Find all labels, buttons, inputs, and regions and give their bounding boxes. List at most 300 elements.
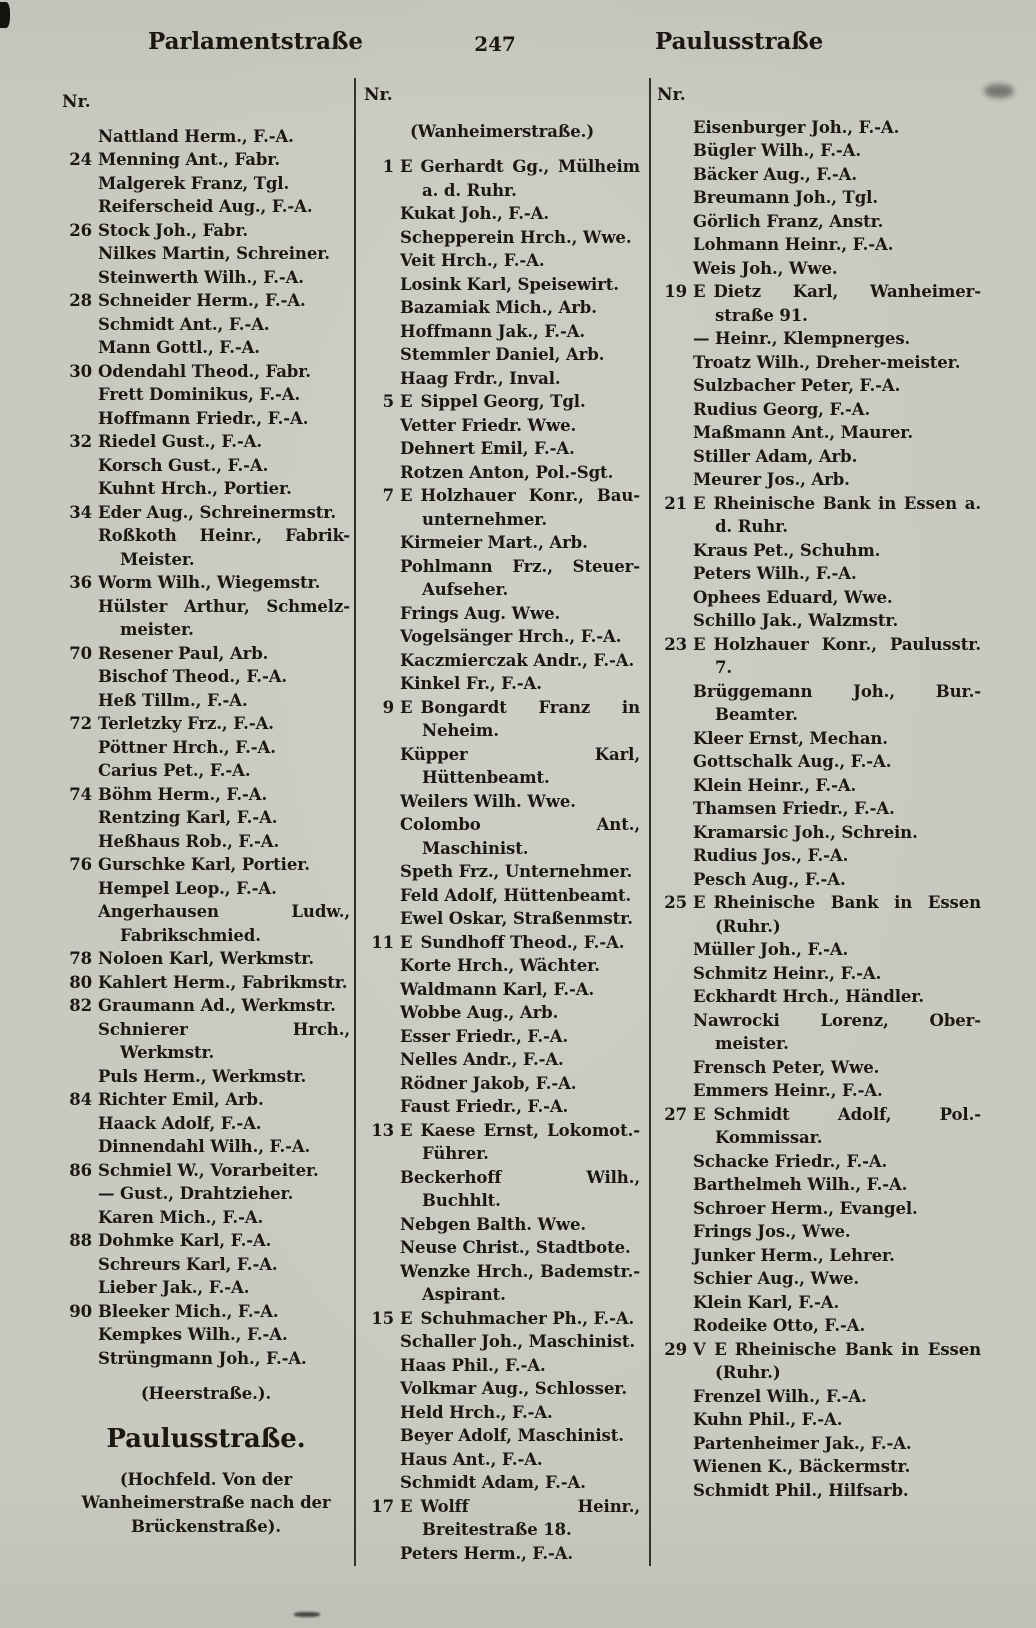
directory-entry [657,1197,981,1221]
directory-entry [364,1424,640,1448]
resident-text: Schnierer Hrch., Werkmstr. [98,1019,350,1062]
directory-entry [657,821,981,845]
directory-entry [62,1347,350,1371]
column-2 [364,84,640,1565]
house-number: 84 [69,1090,92,1109]
resident-text: Reiferscheid Aug., F.-A. [98,197,313,216]
resident-text: Resener Paul, Arb. [98,643,269,663]
resident-text: Angerhausen Ludw., Fabrikschmied. [98,902,350,945]
resident-text: Kleer Ernst, Mechan. [693,728,888,748]
directory-entry [62,1159,350,1183]
resident-text: Kinkel Fr., F.-A. [400,674,542,693]
directory-entry [62,759,350,783]
house-number: 27 [664,1104,687,1124]
house-number: 17 [371,1496,394,1516]
house-number: 24 [69,150,92,169]
directory-entry [657,445,981,469]
directory-entry [62,1206,350,1230]
resident-text: Hülster Arthur, Schmelz-meister. [98,596,350,639]
resident-text: — Gust., Drahtzieher. [98,1184,294,1203]
resident-text: Neuse Christ., Stadtbote. [400,1238,631,1257]
resident-text: Schepperein Hrch., Wwe. [400,227,632,247]
resident-text: Carius Pet., F.-A. [98,761,251,780]
resident-text: Richter Emil, Arb. [98,1090,264,1109]
resident-text: Mann Gottl., F.-A. [98,338,260,357]
directory-entry [62,313,350,337]
resident-text: Karen Mich., F.-A. [98,1207,264,1227]
directory-entry [62,947,350,971]
resident-text: Troatz Wilh., Dreher-meister. [693,352,961,372]
cross-street-note: (Wanheimerstraße.) [409,121,595,141]
column-divider-right [649,78,651,1566]
resident-text: Meurer Jos., Arb. [693,470,850,489]
resident-text: Weis Joh., Wwe. [693,258,838,278]
resident-text: Breumann Joh., Tgl. [693,188,878,207]
house-number: 80 [69,972,92,992]
directory-entry [657,1314,981,1338]
resident-text: Thamsen Friedr., F.-A. [693,799,895,818]
resident-text: Gurschke Karl, Portier. [98,855,310,874]
directory-entry [62,407,350,431]
resident-text: Nebgen Balth. Wwe. [400,1214,587,1234]
resident-text: Kempkes Wilh., F.-A. [98,1325,288,1344]
resident-text: Riedel Gust., F.-A. [98,432,263,451]
directory-entry [62,1253,350,1277]
directory-entry [62,125,350,149]
directory-entry [657,139,981,163]
directory-entry [657,1009,981,1056]
resident-text: Wolff Heinr., Breitestraße 18. [420,1496,640,1539]
resident-text: Stock Joh., Fabr. [98,220,249,240]
house-number: 11 [371,932,394,952]
directory-entry [364,696,640,743]
resident-text: Haag Frdr., Inval. [400,368,561,388]
column-1 [62,84,350,1538]
page-number: 247 [474,32,516,56]
resident-text: Rotzen Anton, Pol.-Sgt. [400,462,614,482]
directory-entry [657,750,981,774]
directory-entry [657,680,981,727]
house-number: 19 [664,282,687,301]
owner-mark: E [693,893,706,912]
directory-entry [657,280,981,327]
directory-entry [657,727,981,751]
directory-entry [62,430,350,454]
directory-entry [364,625,640,649]
resident-text: Holzhauer Konr., Paulusstr. 7. [713,634,981,677]
directory-entry [364,602,640,626]
resident-text: Rheinische Bank in Essen (Ruhr.) [713,893,981,936]
resident-text: Barthelmeh Wilh., F.-A. [693,1175,908,1194]
resident-text: Bäcker Aug., F.-A. [693,164,858,184]
resident-text: Heßhaus Rob., F.-A. [98,831,280,851]
resident-text: Hoffmann Jak., F.-A. [400,321,586,341]
directory-entry [657,609,981,633]
directory-entry [364,555,640,602]
resident-text: Pöttner Hrch., F.-A. [98,737,276,757]
directory-entry [657,539,981,563]
resident-text: Gerhardt Gg., Mülheim a. d. Ruhr. [420,157,640,200]
resident-text: Haus Ant., F.-A. [400,1449,543,1469]
resident-text: Sulzbacher Peter, F.-A. [693,376,901,395]
directory-entry [364,672,640,696]
house-number: 21 [664,493,687,513]
directory-entry [364,249,640,273]
directory-entry [62,172,350,196]
resident-text: Schmidt Adolf, Pol.-Kommissar. [713,1104,981,1147]
resident-text: Bongardt Franz in Neheim. [420,697,640,740]
directory-entry [657,257,981,281]
owner-mark: E [400,157,413,176]
directory-entry [657,1479,981,1503]
cross-street-note: (Heerstraße.). [140,1384,272,1403]
directory-entry [657,938,981,962]
directory-entry [62,289,350,313]
resident-text: — Heinr., Klempnerges. [693,329,911,348]
directory-entry [364,860,640,884]
resident-text: Kukat Joh., F.-A. [400,204,549,223]
directory-entry [62,642,350,666]
directory-entry [364,1377,640,1401]
directory-entry [62,1135,350,1159]
resident-text: Colombo Ant., Maschinist. [400,815,640,858]
resident-text: Schillo Jak., Walzmstr. [693,611,899,630]
directory-entry [364,414,640,438]
resident-text: Rodeike Otto, F.-A. [693,1316,866,1335]
resident-text: Wenzke Hrch., Bademstr.-Aspirant. [400,1261,640,1304]
directory-entry [364,1213,640,1237]
resident-text: Veit Hrch., F.-A. [400,251,545,270]
directory-entry [364,155,640,202]
resident-text: Frensch Peter, Wwe. [693,1057,880,1077]
directory-entry [62,383,350,407]
directory-entry [364,390,640,414]
directory-entry [62,195,350,219]
directory-entry [364,907,640,931]
house-number: 29 [664,1339,687,1359]
directory-entry [657,374,981,398]
resident-text: Pesch Aug., F.-A. [693,869,846,889]
directory-entry [364,1330,640,1354]
resident-text: Schier Aug., Wwe. [693,1269,860,1288]
directory-entry [657,1267,981,1291]
directory-entry [657,186,981,210]
directory-entry [364,1166,640,1213]
directory-entry [62,689,350,713]
header-street-right: Paulusstraße [655,28,824,55]
resident-text: Schmiel W., Vorarbeiter. [98,1160,319,1180]
resident-text: Böhm Herm., F.-A. [98,784,268,804]
resident-text: Eisenburger Joh., F.-A. [693,117,900,137]
resident-text: Pohlmann Frz., Steuer-Aufseher. [400,556,640,599]
resident-text: Korte Hrch., Wächter. [400,956,600,975]
resident-text: Weilers Wilh. Wwe. [400,791,576,811]
owner-mark: E [400,1308,413,1328]
directory-entry [364,743,640,790]
resident-text: Frings Aug. Wwe. [400,603,561,623]
directory-entry [62,1300,350,1324]
resident-text: Stiller Adam, Arb. [693,446,858,466]
street-description: (Hochfeld. Von der Wanheimerstraße nach der Brückenstraße). [81,1469,331,1536]
directory-entry [62,1182,350,1206]
resident-text: Speth Frz., Unternehmer. [400,862,633,881]
resident-text: Kuhnt Hrch., Portier. [98,479,292,498]
directory-entry [62,336,350,360]
resident-text: Brüggemann Joh., Bur.-Beamter. [693,681,981,724]
directory-entry [364,273,640,297]
directory-entry [62,242,350,266]
house-number: 15 [371,1308,394,1328]
resident-text: Odendahl Theod., Fabr. [98,361,311,381]
owner-mark: E [400,392,413,411]
resident-text: Feld Adolf, Hüttenbeamt. [400,885,632,905]
resident-text: Nilkes Martin, Schreiner. [98,244,330,263]
directory-entry [364,343,640,367]
resident-text: Nawrocki Lorenz, Ober-meister. [693,1010,981,1053]
directory-entry [657,633,981,680]
directory-entry [364,1471,640,1495]
directory-entry [62,1018,350,1065]
resident-text: Partenheimer Jak., F.-A. [693,1433,912,1453]
directory-entry [657,421,981,445]
house-number: 34 [69,502,92,522]
directory-entry [62,219,350,243]
resident-text: Kahlert Herm., Fabrikmstr. [98,972,348,992]
directory-entry [62,853,350,877]
owner-mark: E [693,282,706,301]
street-heading: Paulusstraße. [106,1423,306,1454]
resident-text: Hempel Leop., F.-A. [98,878,277,898]
owner-mark: E [693,634,706,654]
resident-text: Bleeker Mich., F.-A. [98,1301,279,1321]
resident-text: Beyer Adolf, Maschinist. [400,1426,624,1445]
house-number: 76 [69,855,92,874]
resident-text: Kramarsic Joh., Schrein. [693,822,918,842]
directory-entry [657,1173,981,1197]
directory-entry [657,1291,981,1315]
house-number: 23 [664,634,687,654]
directory-entry [62,1088,350,1112]
house-number: 74 [69,784,92,804]
resident-text: Dietz Karl, Wanheimer-straße 91. [713,282,981,325]
directory-entry [657,1056,981,1080]
directory-entry [364,954,640,978]
house-number: 1 [382,157,394,176]
directory-entry [62,994,350,1018]
resident-text: Küpper Karl, Hüttenbeamt. [400,744,640,787]
resident-text: Menning Ant., Fabr. [98,150,281,169]
resident-text: Maßmann Ant., Maurer. [693,423,913,442]
entry-list [364,120,640,1566]
directory-entry [62,1229,350,1253]
directory-entry [62,595,350,642]
house-number: 9 [382,697,394,717]
resident-text: Wienen K., Bäckermstr. [693,1457,911,1476]
resident-text: Dehnert Emil, F.-A. [400,439,575,458]
house-number: 82 [69,996,92,1015]
directory-entry [657,868,981,892]
resident-text: Schuhmacher Ph., F.-A. [420,1308,635,1328]
owner-mark: E [400,1496,413,1516]
directory-entry [657,468,981,492]
directory-entry [62,571,350,595]
directory-entry [364,1119,640,1166]
resident-text: Gottschalk Aug., F.-A. [693,752,892,771]
directory-entry [657,562,981,586]
directory-entry [364,1048,640,1072]
resident-text: Rheinische Bank in Essen (Ruhr.) [715,1339,981,1382]
directory-entry [62,1112,350,1136]
resident-text: Rentzing Karl, F.-A. [98,808,278,827]
resident-text: Stemmler Daniel, Arb. [400,345,605,364]
resident-text: Bazamiak Mich., Arb. [400,298,597,317]
resident-text: Nattland Herm., F.-A. [98,126,294,146]
resident-text: Esser Friedr., F.-A. [400,1026,569,1046]
directory-entry [62,148,350,172]
resident-text: Peters Wilh., F.-A. [693,564,857,583]
directory-entry [657,774,981,798]
resident-text: Schacke Friedr., F.-A. [693,1151,888,1171]
resident-text: Faust Friedr., F.-A. [400,1097,569,1116]
directory-entry [657,1385,981,1409]
header-street-left: Parlamentstraße [148,28,363,55]
directory-entry [364,1448,640,1472]
resident-text: Kaczmierczak Andr., F.-A. [400,650,635,670]
column-divider-left [354,78,356,1566]
directory-entry [364,1236,640,1260]
directory-entry [364,1495,640,1542]
directory-entry [62,1323,350,1347]
resident-text: Wobbe Aug., Arb. [400,1003,559,1022]
resident-text: Peters Herm., F.-A. [400,1543,574,1563]
directory-entry [657,233,981,257]
resident-text: Eder Aug., Schreinermstr. [98,502,337,522]
directory-entry [657,1244,981,1268]
resident-text: Waldmann Karl, F.-A. [400,979,595,999]
house-number: 78 [69,949,92,968]
resident-text: Worm Wilh., Wiegemstr. [98,573,321,592]
resident-text: Schmidt Phil., Hilfsarb. [693,1480,909,1500]
directory-entry [364,202,640,226]
owner-mark: E [693,1104,706,1124]
resident-text: Kraus Pet., Schuhm. [693,540,881,560]
owner-mark: E [693,493,706,513]
house-number: 70 [69,643,92,663]
resident-text: Rödner Jakob, F.-A. [400,1073,577,1093]
resident-text: Emmers Heinr., F.-A. [693,1081,883,1100]
resident-text: Graumann Ad., Werkmstr. [98,996,336,1015]
directory-entry [62,806,350,830]
directory-entry [364,884,640,908]
resident-text: Steinwerth Wilh., F.-A. [98,267,304,287]
resident-text: Holzhauer Konr., Bau-unternehmer. [420,486,640,529]
resident-text: Kaese Ernst, Lokomot.-Führer. [420,1120,640,1163]
directory-entry [62,360,350,384]
page-header [0,30,1036,64]
directory-entry [364,1072,640,1096]
directory-entry [364,978,640,1002]
house-number: 32 [69,432,92,451]
directory-entry [62,783,350,807]
scan-artifact [984,84,1014,98]
resident-text: Dohmke Karl, F.-A. [98,1231,272,1250]
resident-text: Ewel Oskar, Straßenmstr. [400,909,633,928]
directory-entry [364,1354,640,1378]
directory-entry [364,1401,640,1425]
directory-entry [657,891,981,938]
house-number: 36 [69,573,92,592]
directory-entry [364,226,640,250]
directory-entry [657,1079,981,1103]
scan-artifact [294,1612,320,1617]
resident-text: Schneider Herm., F.-A. [98,291,306,310]
nr-label: Nr. [62,92,91,112]
owner-mark: E [400,697,413,717]
resident-text: Malgerek Franz, Tgl. [98,173,290,193]
entry-list [62,125,350,1539]
house-number: 30 [69,361,92,381]
resident-text: Vetter Friedr. Wwe. [400,415,577,435]
resident-text: Sundhoff Theod., F.-A. [420,932,625,952]
directory-entry [364,931,640,955]
directory-entry [657,962,981,986]
directory-entry [62,830,350,854]
resident-text: Beckerhoff Wilh., Buchhlt. [400,1167,640,1210]
directory-entry [364,1260,640,1307]
directory-entry [657,327,981,351]
directory-entry [62,501,350,525]
directory-entry [657,1432,981,1456]
resident-text: Terletzky Frz., F.-A. [98,714,274,733]
directory-entry [364,461,640,485]
directory-entry [657,586,981,610]
owner-mark: E [400,932,413,952]
resident-text: Klein Karl, F.-A. [693,1292,840,1312]
directory-entry [62,477,350,501]
directory-entry [657,210,981,234]
resident-text: Frings Jos., Wwe. [693,1222,851,1241]
directory-entry [657,1150,981,1174]
directory-entry [364,1001,640,1025]
house-number: 28 [69,291,92,310]
resident-text: Haas Phil., F.-A. [400,1355,546,1375]
resident-text: Kuhn Phil., F.-A. [693,1410,843,1429]
resident-text: Görlich Franz, Anstr. [693,211,884,231]
house-number: 88 [69,1231,92,1250]
directory-entry [657,797,981,821]
directory-entry [62,736,350,760]
directory-entry [62,266,350,290]
resident-text: Puls Herm., Werkmstr. [98,1066,307,1086]
directory-entry [657,1103,981,1150]
directory-entry [364,1025,640,1049]
resident-text: Bügler Wilh., F.-A. [693,141,861,160]
directory-entry [364,484,640,531]
entry-list [657,116,981,1503]
directory-entry [657,116,981,140]
directory-entry [657,985,981,1009]
resident-text: Kirmeier Mart., Arb. [400,533,588,552]
resident-text: Schroer Herm., Evangel. [693,1198,918,1218]
house-number: 13 [371,1120,394,1140]
resident-text: Heß Tillm., F.-A. [98,690,248,710]
resident-text: Frett Dominikus, F.-A. [98,385,301,404]
house-number: 26 [69,220,92,240]
resident-text: Schaller Joh., Maschinist. [400,1332,636,1351]
directory-entry [364,649,640,673]
resident-text: Volkmar Aug., Schlosser. [400,1379,627,1398]
resident-text: Lohmann Heinr., F.-A. [693,235,894,254]
